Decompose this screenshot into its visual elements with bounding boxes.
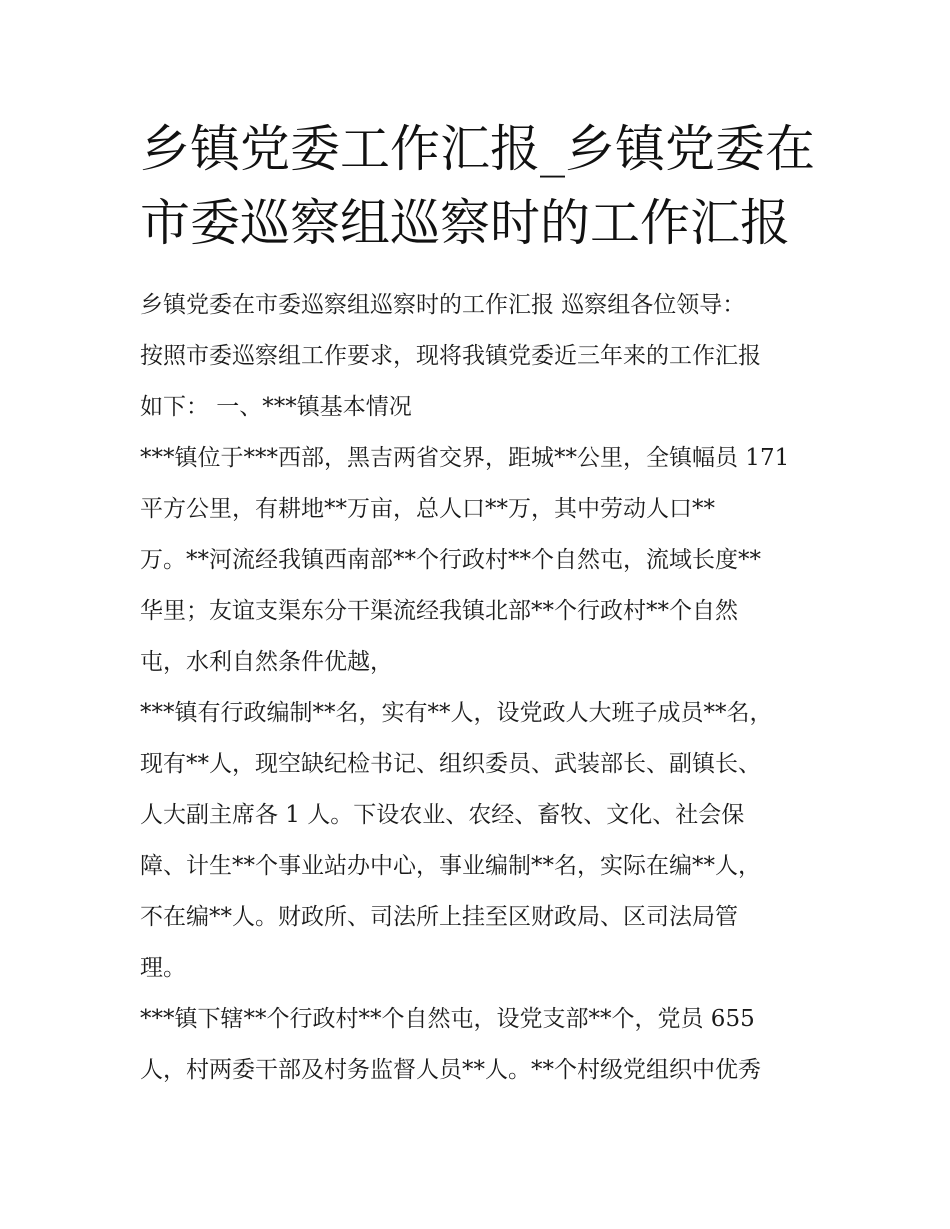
text-line: ***镇下辖**个行政村**个自然屯，设党支部**个，党员 655 <box>140 1006 755 1032</box>
text-line: 华里；友谊支渠东分干渠流经我镇北部**个行政村**个自然 <box>140 598 738 624</box>
document-title <box>140 112 815 260</box>
text-line: 理。 <box>140 955 186 981</box>
title-line: 乡镇党委工作汇报_乡镇党委在 <box>140 120 815 178</box>
title-line: 市委巡察组巡察时的工作汇报 <box>140 194 790 252</box>
text-line: 现有**人，现空缺纪检书记、组织委员、武装部长、副镇长、 <box>140 751 761 777</box>
text-line: 按照市委巡察组工作要求，现将我镇党委近三年来的工作汇报 <box>140 343 761 369</box>
paragraph-intro <box>140 280 812 433</box>
paragraph-staffing <box>140 688 812 994</box>
text-line: 如下： 一、***镇基本情况 <box>140 394 412 420</box>
text-line: 乡镇党委在市委巡察组巡察时的工作汇报 巡察组各位领导： <box>140 292 746 318</box>
text-line: 障、计生**个事业站办中心，事业编制**名，实际在编**人， <box>140 853 761 879</box>
text-line: ***镇有行政编制**名，实有**人，设党政人大班子成员**名， <box>140 700 773 726</box>
text-line: 平方公里，有耕地**万亩，总人口**万，其中劳动人口** <box>140 496 715 522</box>
text-line: ***镇位于***西部，黑吉两省交界，距城**公里，全镇幅员 171 <box>140 445 790 471</box>
text-line: 屯，水利自然条件优越， <box>140 649 393 675</box>
paragraph-location <box>140 433 812 688</box>
text-line: 人大副主席各 1 人。下设农业、农经、畜牧、文化、社会保 <box>140 802 745 828</box>
text-line: 人，村两委干部及村务监督人员**人。**个村级党组织中优秀 <box>140 1057 761 1083</box>
text-line: 不在编**人。财政所、司法所上挂至区财政局、区司法局管 <box>140 904 738 930</box>
paragraph-villages <box>140 994 812 1096</box>
text-line: 万。**河流经我镇西南部**个行政村**个自然屯，流域长度** <box>140 547 761 573</box>
document-content <box>140 112 815 1096</box>
